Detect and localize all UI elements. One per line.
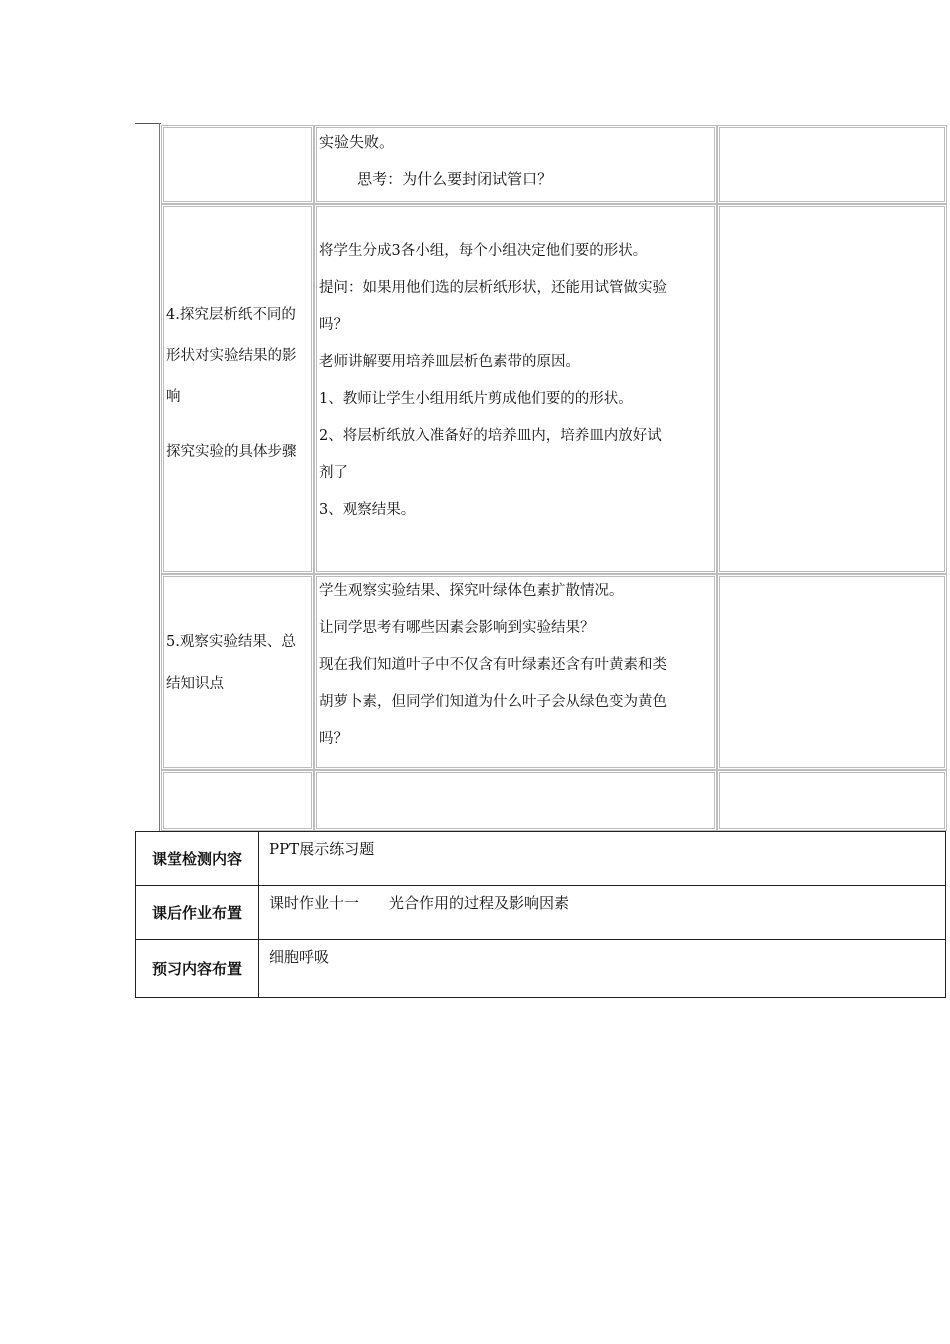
row3-activity-line: 胡萝卜素，但同学们知道为什么叶子会从绿色变为黄色	[319, 694, 667, 710]
row3-step-cell	[161, 574, 314, 770]
row3-activity-cell	[314, 574, 717, 770]
row1-step-cell	[161, 125, 314, 204]
frame-line-left	[159, 123, 160, 831]
row4-step-cell	[161, 770, 314, 831]
row1-activity-line: 思考：为什么要封闭试管口？	[319, 170, 553, 188]
row2-step-line: 响	[166, 389, 181, 405]
row3-activity-line: 让同学思考有哪些因素会影响到实验结果？	[319, 620, 595, 636]
row3-step-line: 5.观察实验结果、总	[166, 634, 296, 650]
row3-activity-line: 现在我们知道叶子中不仅含有叶绿素还含有叶黄素和类	[319, 657, 667, 673]
row2-activity-line: 2、将层析纸放入准备好的培养皿内，培养皿内放好试	[319, 428, 662, 444]
lesson-summary-table	[135, 831, 946, 998]
row2-activity-line: 吗？	[319, 317, 348, 333]
row2-notes-cell	[717, 204, 947, 574]
row2-activity-line: 剂了	[319, 465, 348, 481]
row2-step-line: 形状对实验结果的影	[166, 348, 297, 364]
summary-label: 预习内容布置	[136, 940, 259, 998]
summary-label: 课后作业布置	[136, 886, 259, 940]
row1-notes-cell	[717, 125, 947, 204]
summary-value: PPT展示练习题	[259, 832, 946, 886]
row2-step-line: 探究实验的具体步骤	[166, 444, 297, 460]
summary-value: 细胞呼吸	[259, 940, 946, 998]
summary-row	[136, 832, 946, 886]
row1-activity-cell	[314, 125, 717, 204]
row4-activity-cell	[314, 770, 717, 831]
lesson-process-table	[161, 125, 947, 831]
frame-line-top	[135, 123, 161, 124]
row2-activity-line: 3、观察结果。	[319, 502, 416, 518]
row2-activity-line: 老师讲解要用培养皿层析色素带的原因。	[319, 354, 580, 370]
row2-activity-line: 1、教师让学生小组用纸片剪成他们要的的形状。	[319, 391, 633, 407]
row2-activity-cell	[314, 204, 717, 574]
row2-step-cell	[161, 204, 314, 574]
row4-notes-cell	[717, 770, 947, 831]
row1-activity-line: 实验失败。	[319, 133, 395, 151]
summary-row	[136, 940, 946, 998]
row2-activity-line: 提问：如果用他们选的层析纸形状，还能用试管做实验	[319, 280, 667, 296]
row3-notes-cell	[717, 574, 947, 770]
summary-value: 课时作业十一 光合作用的过程及影响因素	[259, 886, 946, 940]
row3-activity-line: 吗？	[319, 731, 348, 747]
row2-activity-line: 将学生分成3各小组，每个小组决定他们要的形状。	[319, 243, 648, 259]
row3-activity-line: 学生观察实验结果、探究叶绿体色素扩散情况。	[319, 583, 624, 599]
summary-label: 课堂检测内容	[136, 832, 259, 886]
summary-row	[136, 886, 946, 940]
row3-step-line: 结知识点	[166, 676, 224, 692]
row2-step-line: 4.探究层析纸不同的	[166, 307, 296, 323]
